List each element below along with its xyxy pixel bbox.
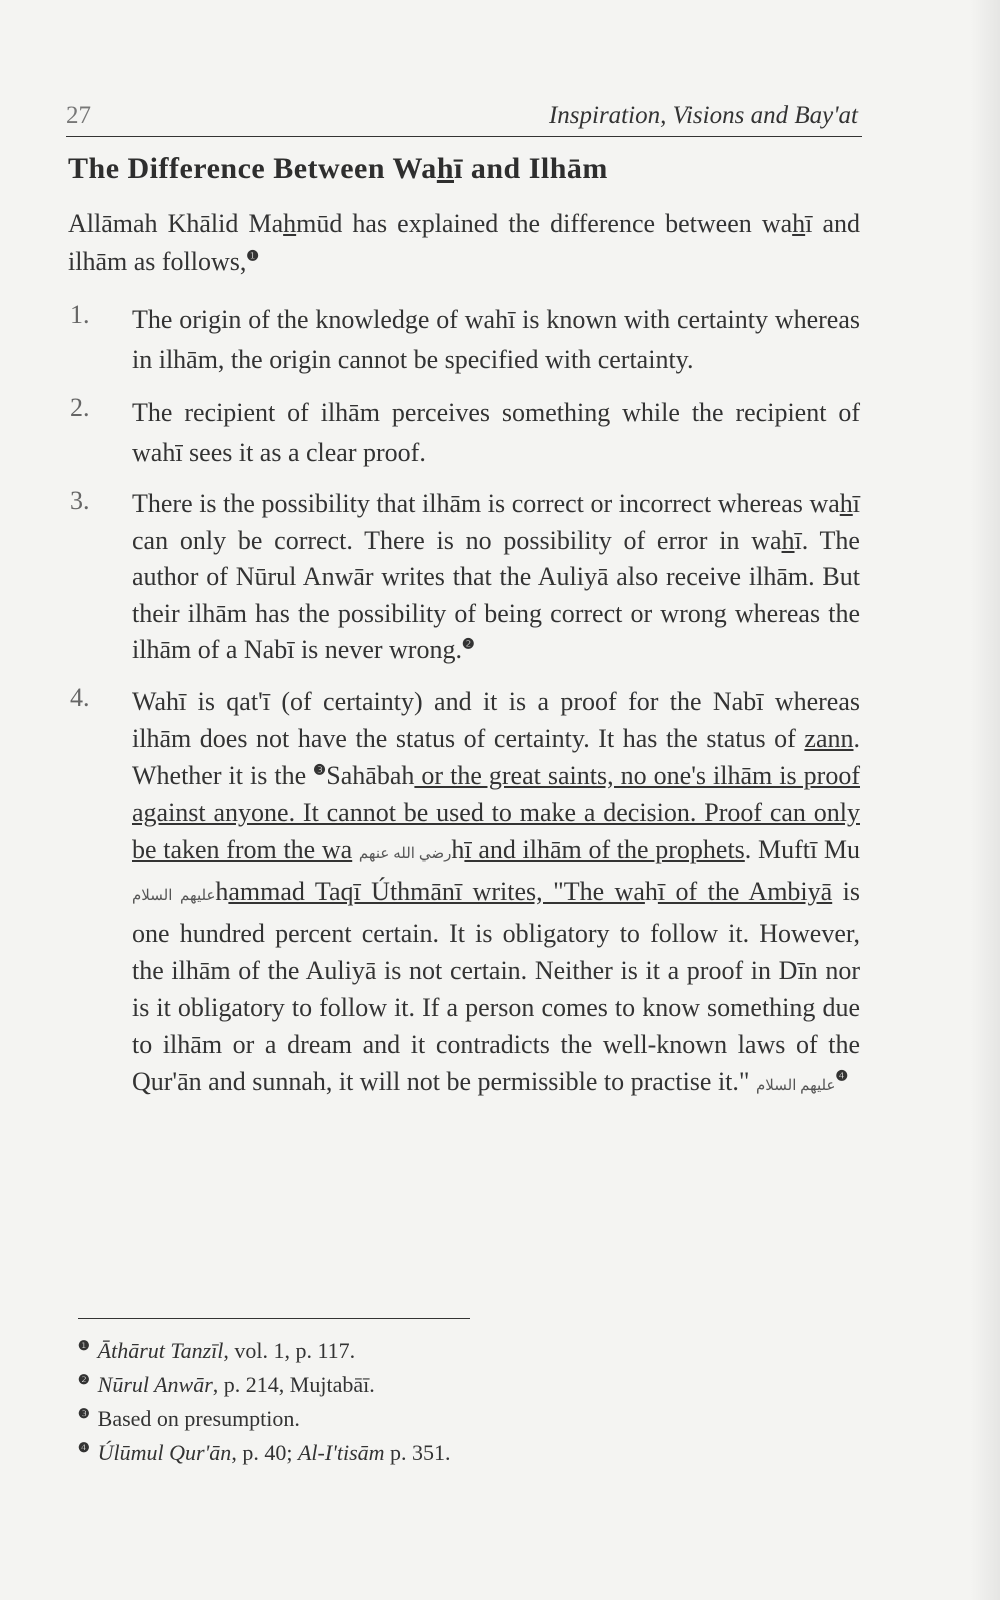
item-number: 3. [70,486,90,515]
footnote-separator [78,1318,470,1319]
honorific-calligraphy: عليهم السلام [756,1077,836,1094]
footnote-4: $^❹$ Úlūmul Qur'ān, p. 40; Al-I'tisām p. 351. [78,1439,451,1465]
item-text: Wahī is qat'ī (of certainty) and it is a proof for the Nabī whereas ilhām does not have the status of certainty. It has the status of zann. Whether it is the $^❸$Sahābah or the great saints, no one's ilhām is proof against anyone. It cannot be used to make a decision. Proof can only be taken from the wa رضي الله عنهمhī and ilhām of the prophets. Muftī Mu عليهم السلامhammad Taqī Úthmānī writes, "The wahī of the Ambiyā is one hundred percent certain. It is obligatory to follow it. However, the ilhām of the Auliyā is not certain. Neither is it a proof in Dīn nor is it obligatory to follow it. If a person comes to know something due to ilhām or a dream and it contradicts the well-known laws of the Qur'ān and sunnah, it will not be permissible to practise it." عليهم السلام$^❹$ [132,686,861,1096]
page-edge-shadow [970,0,1000,1600]
footnote-ref-1[interactable]: ❶ [246,249,259,265]
footnote-ref-4[interactable]: ❹ [835,1068,849,1084]
page-number: 27 [66,102,91,129]
list-item [68,393,860,473]
honorific-calligraphy: عليهم السلام [132,887,216,904]
footnote-1: $^❶$ Āthārut Tanzīl, vol. 1, p. 117. [78,1337,356,1363]
footnote-3: $^❸$ Based on presumption. [78,1405,300,1431]
item-text: The origin of the knowledge of wahī is known with certainty whereas in ilhām, the origin cannot be specified with certainty. [132,305,860,374]
item-number: 2. [70,393,90,422]
list-item [68,300,860,380]
running-header [66,100,862,137]
item-number: 1. [70,300,90,329]
item-number: 4. [70,682,90,712]
numbered-list [68,300,860,1105]
intro-paragraph: Allāmah Khālid Mahmūd has explained the difference between wahī and ilhām as follows,$^❶$ [68,209,861,276]
footnote-ref-2[interactable]: ❷ [461,637,475,653]
footnote-2: $^❷$ Nūrul Anwār, p. 214, Mujtabāī. [78,1371,375,1397]
footnote-ref-3[interactable]: ❸ [313,762,327,778]
item-text: The recipient of ilhām perceives something while the recipient of wahī sees it as a clear proof. [132,398,860,467]
running-title: Inspiration, Visions and Bay'at [548,102,858,129]
list-item [68,683,860,1105]
footnotes [78,1334,778,1470]
section-heading: The Difference Between Wahī and Ilhām [68,152,608,185]
item-text: There is the possibility that ilhām is correct or incorrect whereas wahī can only be correct. There is no possibility of error in wahī. The author of Nūrul Anwār writes that the Auliyā also receive ilhām. But their ilhām has the possibility of being correct or wrong whereas the ilhām of a Nabī is never wrong.$^❷$ [132,489,860,664]
honorific-calligraphy: رضي الله عنهم [358,845,452,862]
list-item [68,486,860,669]
